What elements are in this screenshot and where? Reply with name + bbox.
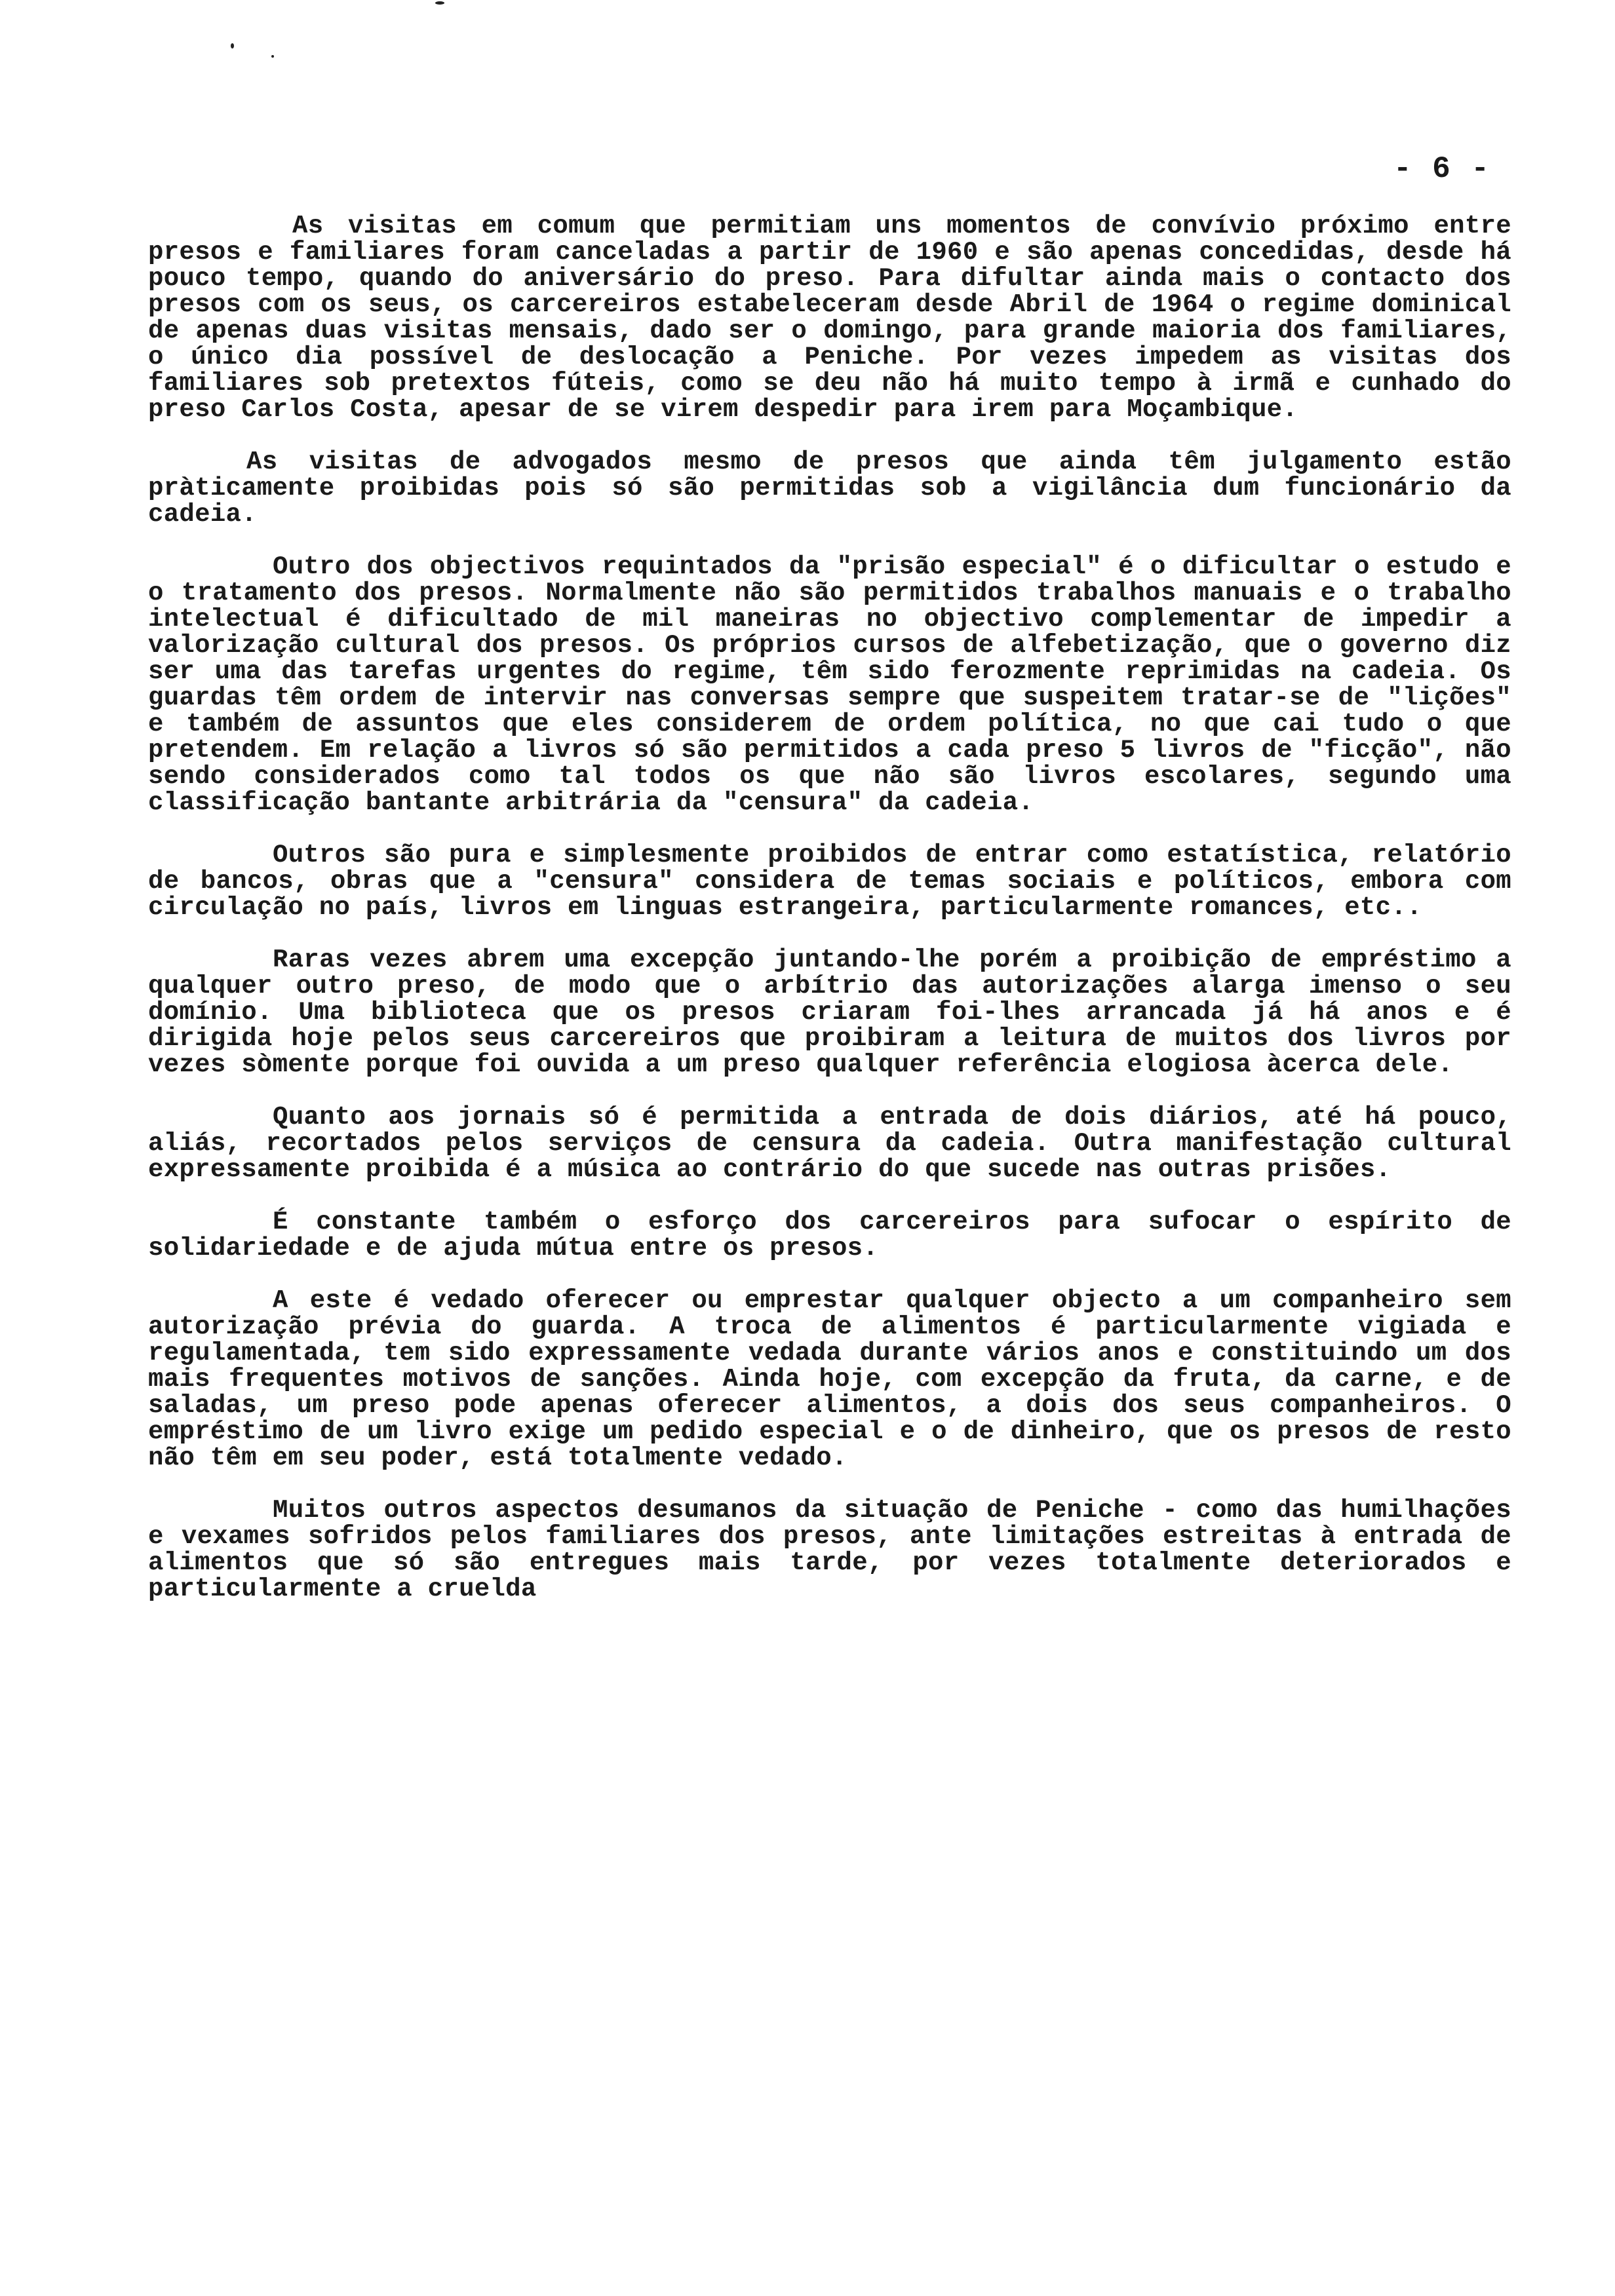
scan-speck — [271, 55, 274, 58]
paragraph-library: Raras vezes abrem uma excepção juntando-lhe porém a proibição de empréstimo a qualquer outro preso, de modo que o arbítrio das autorizações alarga imenso o seu domínio. Uma biblioteca que os presos criaram foi-lhes arrancada já há anos e é dirigida hoje pelos seus carcereiros que proibiram a leitura de muitos dos livros por vezes sòmente porque foi ouvida a um preso qualquer referência elogiosa àcerca dele. — [148, 946, 1511, 1079]
paragraph-visits: As visitas em comum que permitiam uns momentos de convívio próximo entre presos e familiares foram canceladas a partir de 1960 e são apenas concedidas, desde há pouco tempo, quando do aniversário do preso. Para difultar ainda mais o contacto dos presos com os seus, os carcereiros estabeleceram desde Abril de 1964 o regime dominical de apenas duas visitas mensais, dado ser o domingo, para grande maioria dos familiares, o único dia possível de deslocação a Peniche. Por vezes impedem as visitas dos familiares sob pretextos fúteis, como se deu não há muito tempo à irmã e cunhado do preso Carlos Costa, apesar de se virem despedir para irem para Moçambique. — [148, 212, 1511, 424]
paragraph-newspapers: Quanto aos jornais só é permitida a entrada de dois diários, até há pouco, aliás, recortados pelos serviços de censura da cadeia. Outra manifestação cultural expressamente proibida é a música ao contrário do que sucede nas outras prisões. — [148, 1103, 1511, 1184]
paragraph-exchange: A este é vedado oferecer ou emprestar qualquer objecto a um companheiro sem autorização prévia do guarda. A troca de alimentos é particularmente vigiada e regulamentada, tem sido expressamente vedada durante vários anos e constituindo um dos mais frequentes motivos de sanções. Ainda hoje, com excepção da fruta, da carne, e de saladas, um preso pode apenas oferecer alimentos, a dois dos seus companheiros. O empréstimo de um livro exige um pedido especial e o de dinheiro, que os presos de resto não têm em seu poder, está totalmente vedado. — [148, 1286, 1511, 1472]
paragraph-prohibited-books: Outros são pura e simplesmente proibidos de entrar como estatística, relatório de bancos, obras que a "censura" considera de temas sociais e políticos, embora com circulação no país, livros em linguas estrangeira, particularmente romances, etc.. — [148, 841, 1511, 922]
scan-speck — [435, 1, 444, 5]
page-number: - 6 - — [1393, 152, 1490, 186]
body-text — [148, 213, 1511, 1628]
scan-speck — [231, 43, 234, 48]
paragraph-solidarity: É constante também o esforço dos carcereiros para sufocar o espírito de solidariedade e de ajuda mútua entre os presos. — [148, 1208, 1511, 1263]
paragraph-other-aspects: Muitos outros aspectos desumanos da situação de Peniche - como das humilhações e vexames sofridos pelos familiares dos presos, ante limitações estreitas à entrada de alimentos que só são entregues mais tarde, por vezes totalmente deteriorados e particularmente a cruelda — [148, 1496, 1511, 1603]
paragraph-lawyers: As visitas de advogados mesmo de presos que ainda têm julgamento estão pràticamente proibidas pois só são permitidas sob a vigilância dum funcionário da cadeia. — [148, 448, 1511, 529]
paragraph-study: Outro dos objectivos requintados da "prisão especial" é o dificultar o estudo e o tratamento dos presos. Normalmente não são permitidos trabalhos manuais e o trabalho intelectual é dificultado de mil maneiras no objectivo complementar de impedir a valorização cultural dos presos. Os próprios cursos de alfebetização, que o governo diz ser uma das tarefas urgentes do regime, têm sido ferozmente reprimidas na cadeia. Os guardas têm ordem de intervir nas conversas sempre que suspeitem tratar-se de "lições" e também de assuntos que eles considerem de ordem política, no que cai tudo o que pretendem. Em relação a livros só são permitidos a cada preso 5 livros de "ficção", não sendo considerados como tal todos os que não são livros escolares, segundo uma classificação bantante arbitrária da "censura" da cadeia. — [148, 552, 1511, 817]
